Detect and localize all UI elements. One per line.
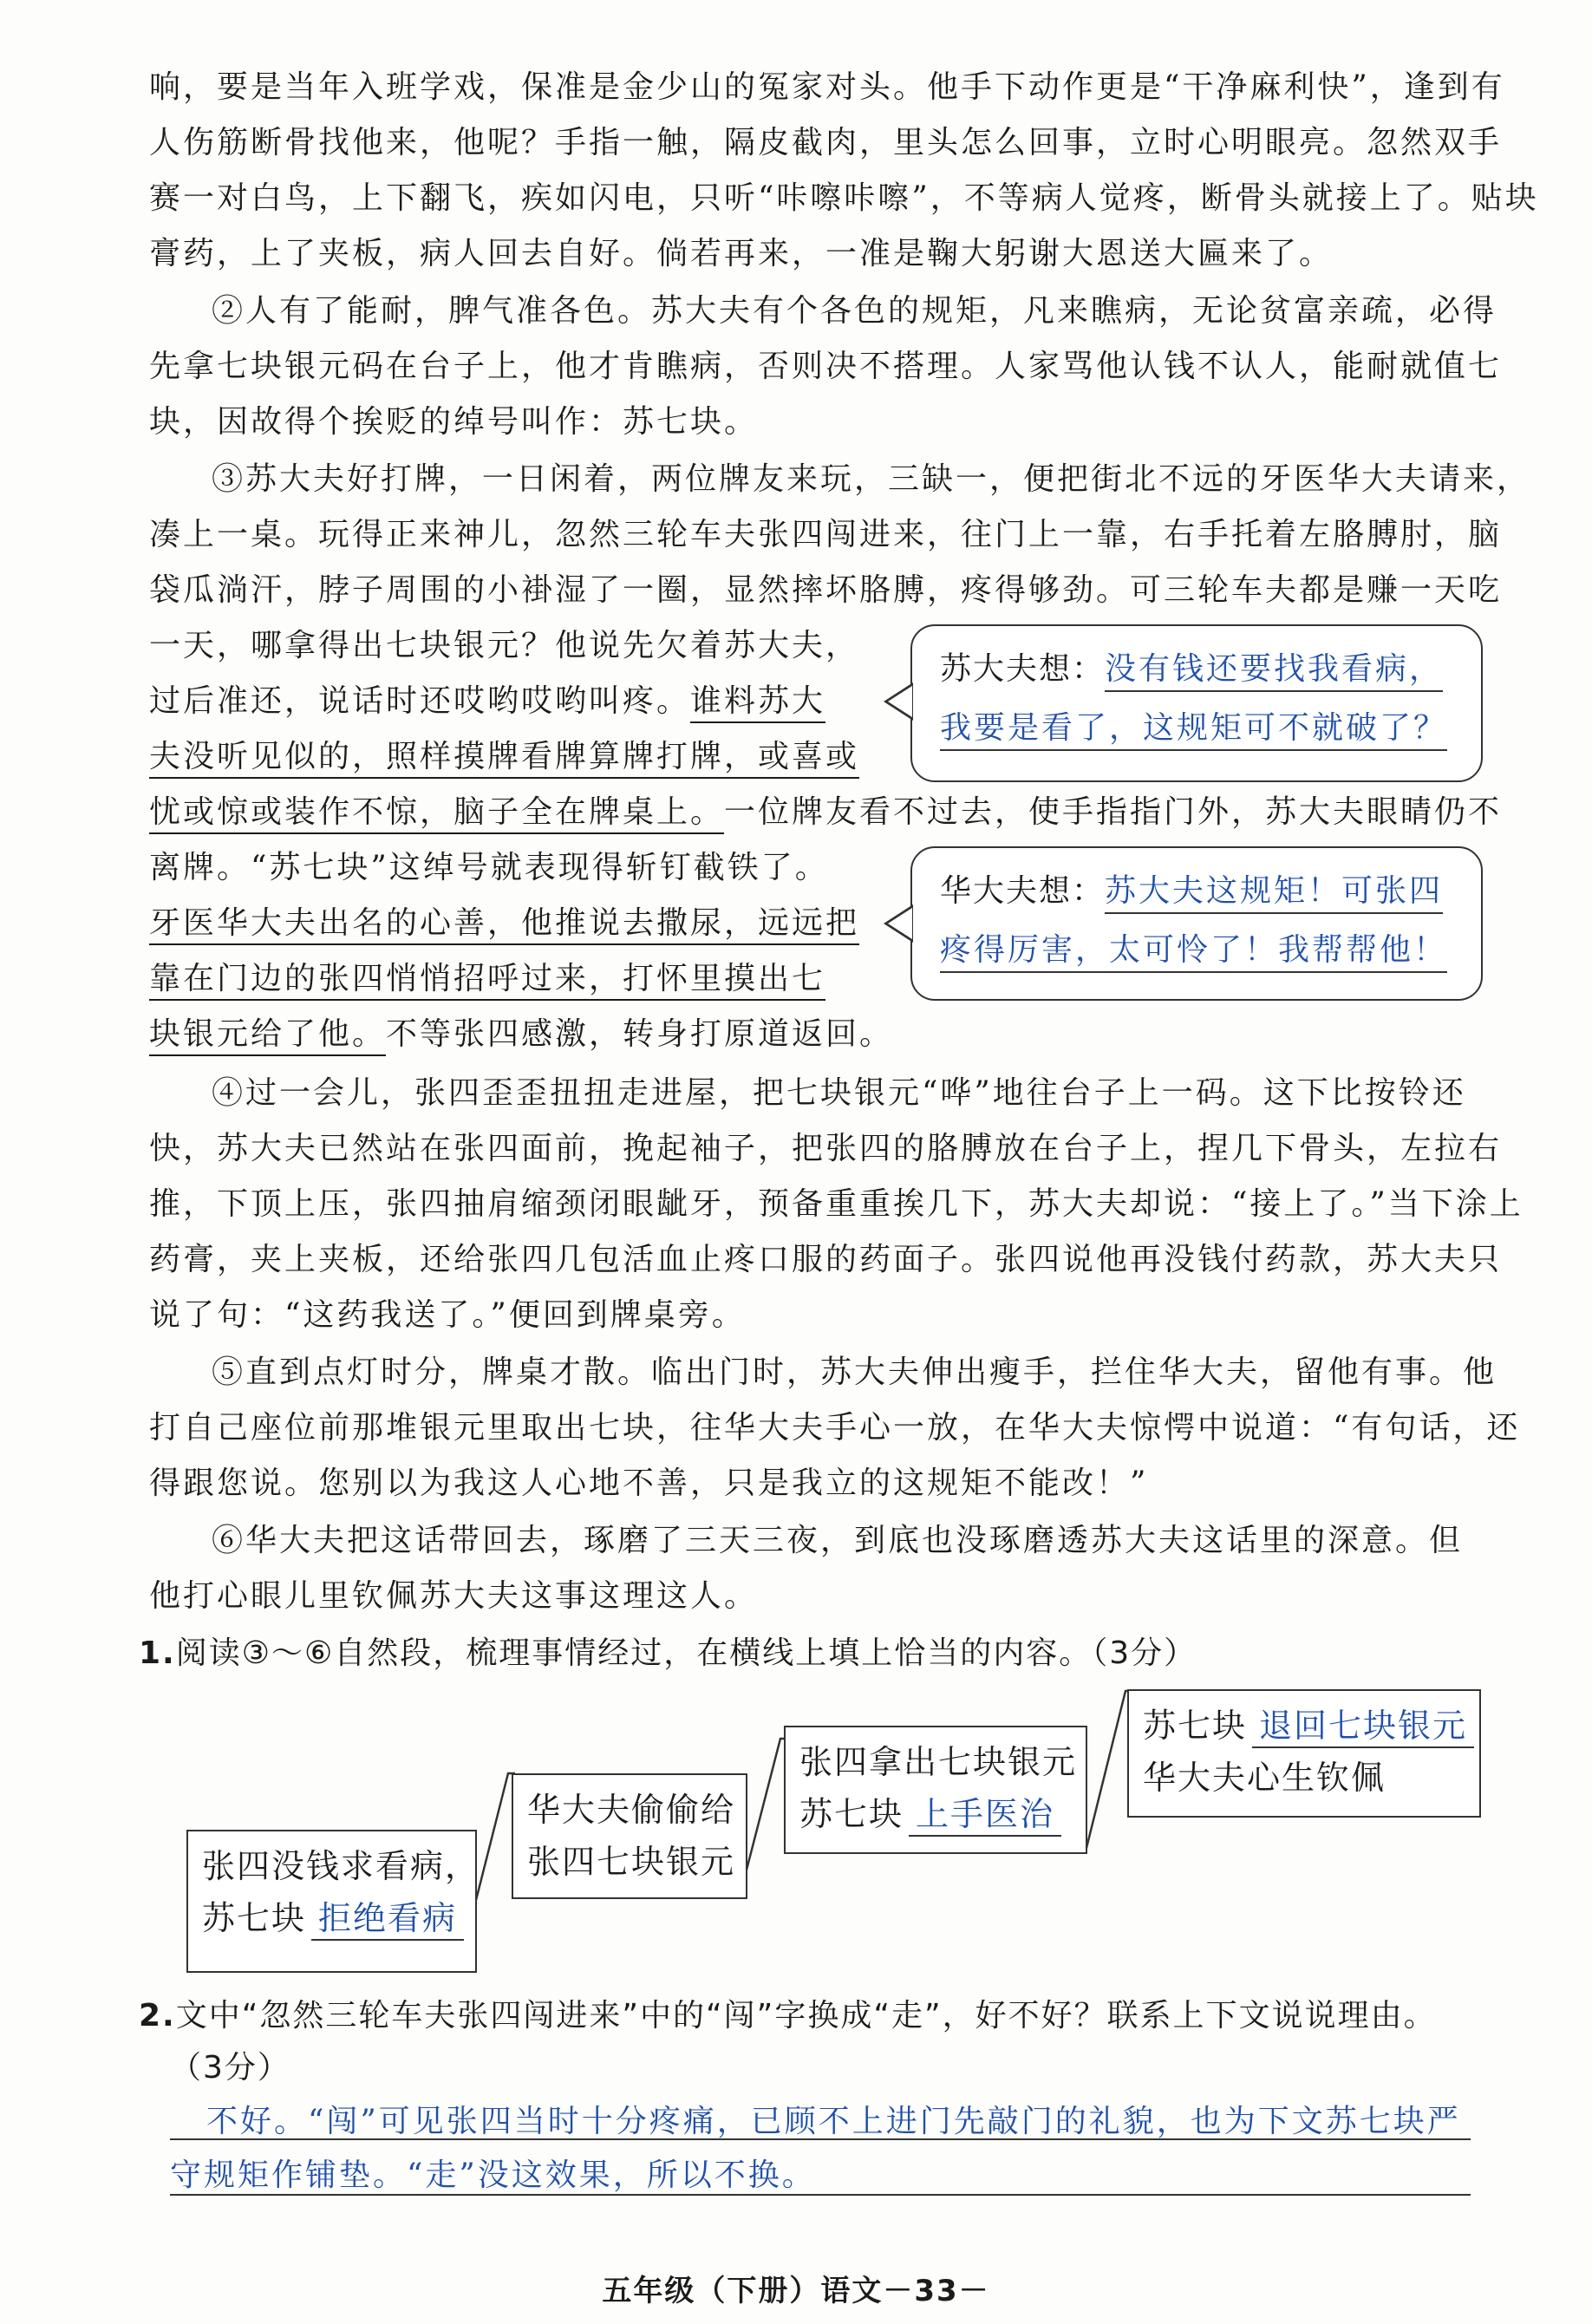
text-line: 打自己座位前那堆银元里取出七块，往华大夫手心一放，在华大夫惊愕中说道：“有句话，还 bbox=[149, 1410, 1521, 1446]
text-line: 得跟您说。您别以为我这人心地不善，只是我立的这规矩不能改！” bbox=[149, 1466, 1149, 1501]
text-line: ⑥华大夫把这话带回去，琢磨了三天三夜，到底也没琢磨透苏大夫这话里的深意。但 bbox=[212, 1523, 1464, 1558]
fill-blank: 上手医治 bbox=[909, 1793, 1061, 1837]
underlined-text: 忧或惊或装作不惊，脑子全在牌桌上。 bbox=[149, 794, 725, 830]
text-line: 他打心眼儿里钦佩苏大夫这事这理这人。 bbox=[149, 1578, 759, 1614]
flow-box-2 bbox=[512, 1773, 747, 1899]
text-line: 袋瓜淌汗，脖子周围的小褂湿了一圈，显然摔坏胳膊，疼得够劲。可三轮车夫都是赚一天吃 bbox=[149, 572, 1503, 608]
text-line: 块，因故得个挨贬的绰号叫作：苏七块。 bbox=[149, 404, 759, 440]
question-text: 阅读③～⑥自然段，梳理事情经过，在横线上填上恰当的内容。（3分） bbox=[175, 1635, 1197, 1671]
flow-text: 苏七块 bbox=[1143, 1707, 1248, 1745]
question-number: 1. bbox=[139, 1635, 176, 1671]
flow-text: 华大夫心生钦佩 bbox=[1143, 1759, 1386, 1797]
text-line: 一天，哪拿得出七块银元？他说先欠着苏大夫， bbox=[149, 628, 860, 663]
text-line: ⑤直到点灯时分，牌桌才散。临出门时，苏大夫伸出瘦手，拦住华大夫，留他有事。他 bbox=[212, 1355, 1497, 1390]
text-line: ②人有了能耐，脾气准各色。苏大夫有个各色的规矩，凡来瞧病，无论贫富亲疏，必得 bbox=[212, 293, 1497, 329]
page-footer: 五年级（下册）语文－33－ bbox=[602, 2274, 990, 2308]
text-segment: 不等张四感激，转身打原道返回。 bbox=[386, 1016, 894, 1052]
text-segment: 过后准还，说话时还哎哟哎哟叫疼。 bbox=[149, 683, 691, 719]
bubble-speaker: 华大夫想： bbox=[940, 873, 1106, 909]
text-line: 响，要是当年入班学戏，保准是金少山的冤家对头。他手下动作更是“干净麻利快”，逢到有 bbox=[149, 69, 1505, 105]
flow-box-1 bbox=[186, 1830, 480, 1973]
flow-box-3 bbox=[784, 1726, 1087, 1854]
answer-line bbox=[170, 2194, 1471, 2196]
text-line: ③苏大夫好打牌，一日闲着，两位牌友来玩，三缺一，便把街北不远的牙医华大夫请来， bbox=[212, 461, 1531, 497]
text-line: 推，下顶上压，张四抽肩缩颈闭眼龇牙，预备重重挨几下，苏大夫却说：“接上了。”当下涂上 bbox=[149, 1186, 1523, 1222]
text-line: 赛一对白鸟，上下翻飞，疾如闪电，只听“咔嚓咔嚓”，不等病人觉疼，断骨头就接上了。贴块 bbox=[149, 180, 1539, 216]
bubble-answer: 没有钱还要找我看病， bbox=[1105, 651, 1443, 692]
text-line: 先拿七块银元码在台子上，他才肯瞧病，否则决不搭理。人家骂他认钱不认人，能耐就值七 bbox=[149, 349, 1503, 384]
bubble-speaker: 苏大夫想： bbox=[940, 651, 1106, 687]
question-2 bbox=[139, 1991, 1437, 2035]
text-line: 药膏，夹上夹板，还给张四几包活血止疼口服的药面子。张四说他再没钱付药款，苏大夫只 bbox=[149, 1242, 1503, 1277]
bubble-answer: 我要是看了，这规矩可不就破了？ bbox=[940, 710, 1447, 751]
bubble-answer: 苏大夫这规矩！可张四 bbox=[1105, 873, 1443, 914]
flow-box-4 bbox=[1127, 1689, 1481, 1818]
underlined-text: 谁料苏大 bbox=[690, 683, 826, 719]
text-segment: 一位牌友看不过去，使手指指门外，苏大夫眼睛仍不 bbox=[724, 794, 1503, 830]
bubble-answer: 疼得厉害，太可怜了！我帮帮他！ bbox=[940, 932, 1447, 973]
text-line: 说了句：“这药我送了。”便回到牌桌旁。 bbox=[149, 1297, 746, 1333]
underlined-text: 块银元给了他。 bbox=[149, 1016, 387, 1052]
text-line: ④过一会儿，张四歪歪扭扭走进屋，把七块银元“哗”地往台子上一码。这下比按铃还 bbox=[212, 1075, 1466, 1111]
flow-text: 苏七块 bbox=[202, 1899, 307, 1937]
text-line: 离牌。“苏七块”这绰号就表现得斩钉截铁了。 bbox=[149, 850, 829, 885]
underlined-text: 夫没听见似的，照样摸牌看牌算牌打牌，或喜或 bbox=[149, 739, 860, 774]
text-line: 凑上一桌。玩得正来神儿，忽然三轮车夫张四闯进来，往门上一靠，右手托着左胳膊肘，脑 bbox=[149, 517, 1503, 552]
flow-text: 华大夫偷偷给 bbox=[527, 1791, 736, 1829]
underlined-text: 靠在门边的张四悄悄招呼过来，打怀里摸出七 bbox=[149, 961, 826, 996]
question-number: 2. bbox=[139, 1998, 176, 2034]
answer-text: 守规矩作铺垫。“走”没这效果，所以不换。 bbox=[170, 2158, 816, 2193]
flow-text: 张四拿出七块银元 bbox=[799, 1743, 1078, 1781]
text-line: 膏药，上了夹板，病人回去自好。倘若再来，一准是鞠大躬谢大恩送大匾来了。 bbox=[149, 236, 1334, 271]
fill-blank: 拒绝看病 bbox=[311, 1897, 464, 1941]
answer-text: 不好。“闯”可见张四当时十分疼痛，已顾不上进门先敲门的礼貌，也为下文苏七块严 bbox=[206, 2104, 1461, 2139]
underlined-text: 牙医华大夫出名的心善，他推说去撒尿，远远把 bbox=[149, 905, 860, 941]
question-score: （3分） bbox=[170, 2050, 290, 2086]
question-text: 文中“忽然三轮车夫张四闯进来”中的“闯”字换成“走”，好不好？联系上下文说说理由。 bbox=[175, 1998, 1437, 2034]
answer-line bbox=[170, 2138, 1471, 2140]
fill-blank: 退回七块银元 bbox=[1252, 1705, 1474, 1748]
flow-text: 苏七块 bbox=[799, 1795, 904, 1833]
flow-text: 张四七块银元 bbox=[527, 1843, 736, 1881]
text-line: 快，苏大夫已然站在张四面前，挽起袖子，把张四的胳膊放在台子上，捏几下骨头，左拉右 bbox=[149, 1131, 1503, 1166]
text-line: 人伤筋断骨找他来，他呢？手指一触，隔皮截肉，里头怎么回事，立时心明眼亮。忽然双手 bbox=[149, 125, 1503, 160]
flow-text: 张四没钱求看病， bbox=[202, 1847, 480, 1885]
